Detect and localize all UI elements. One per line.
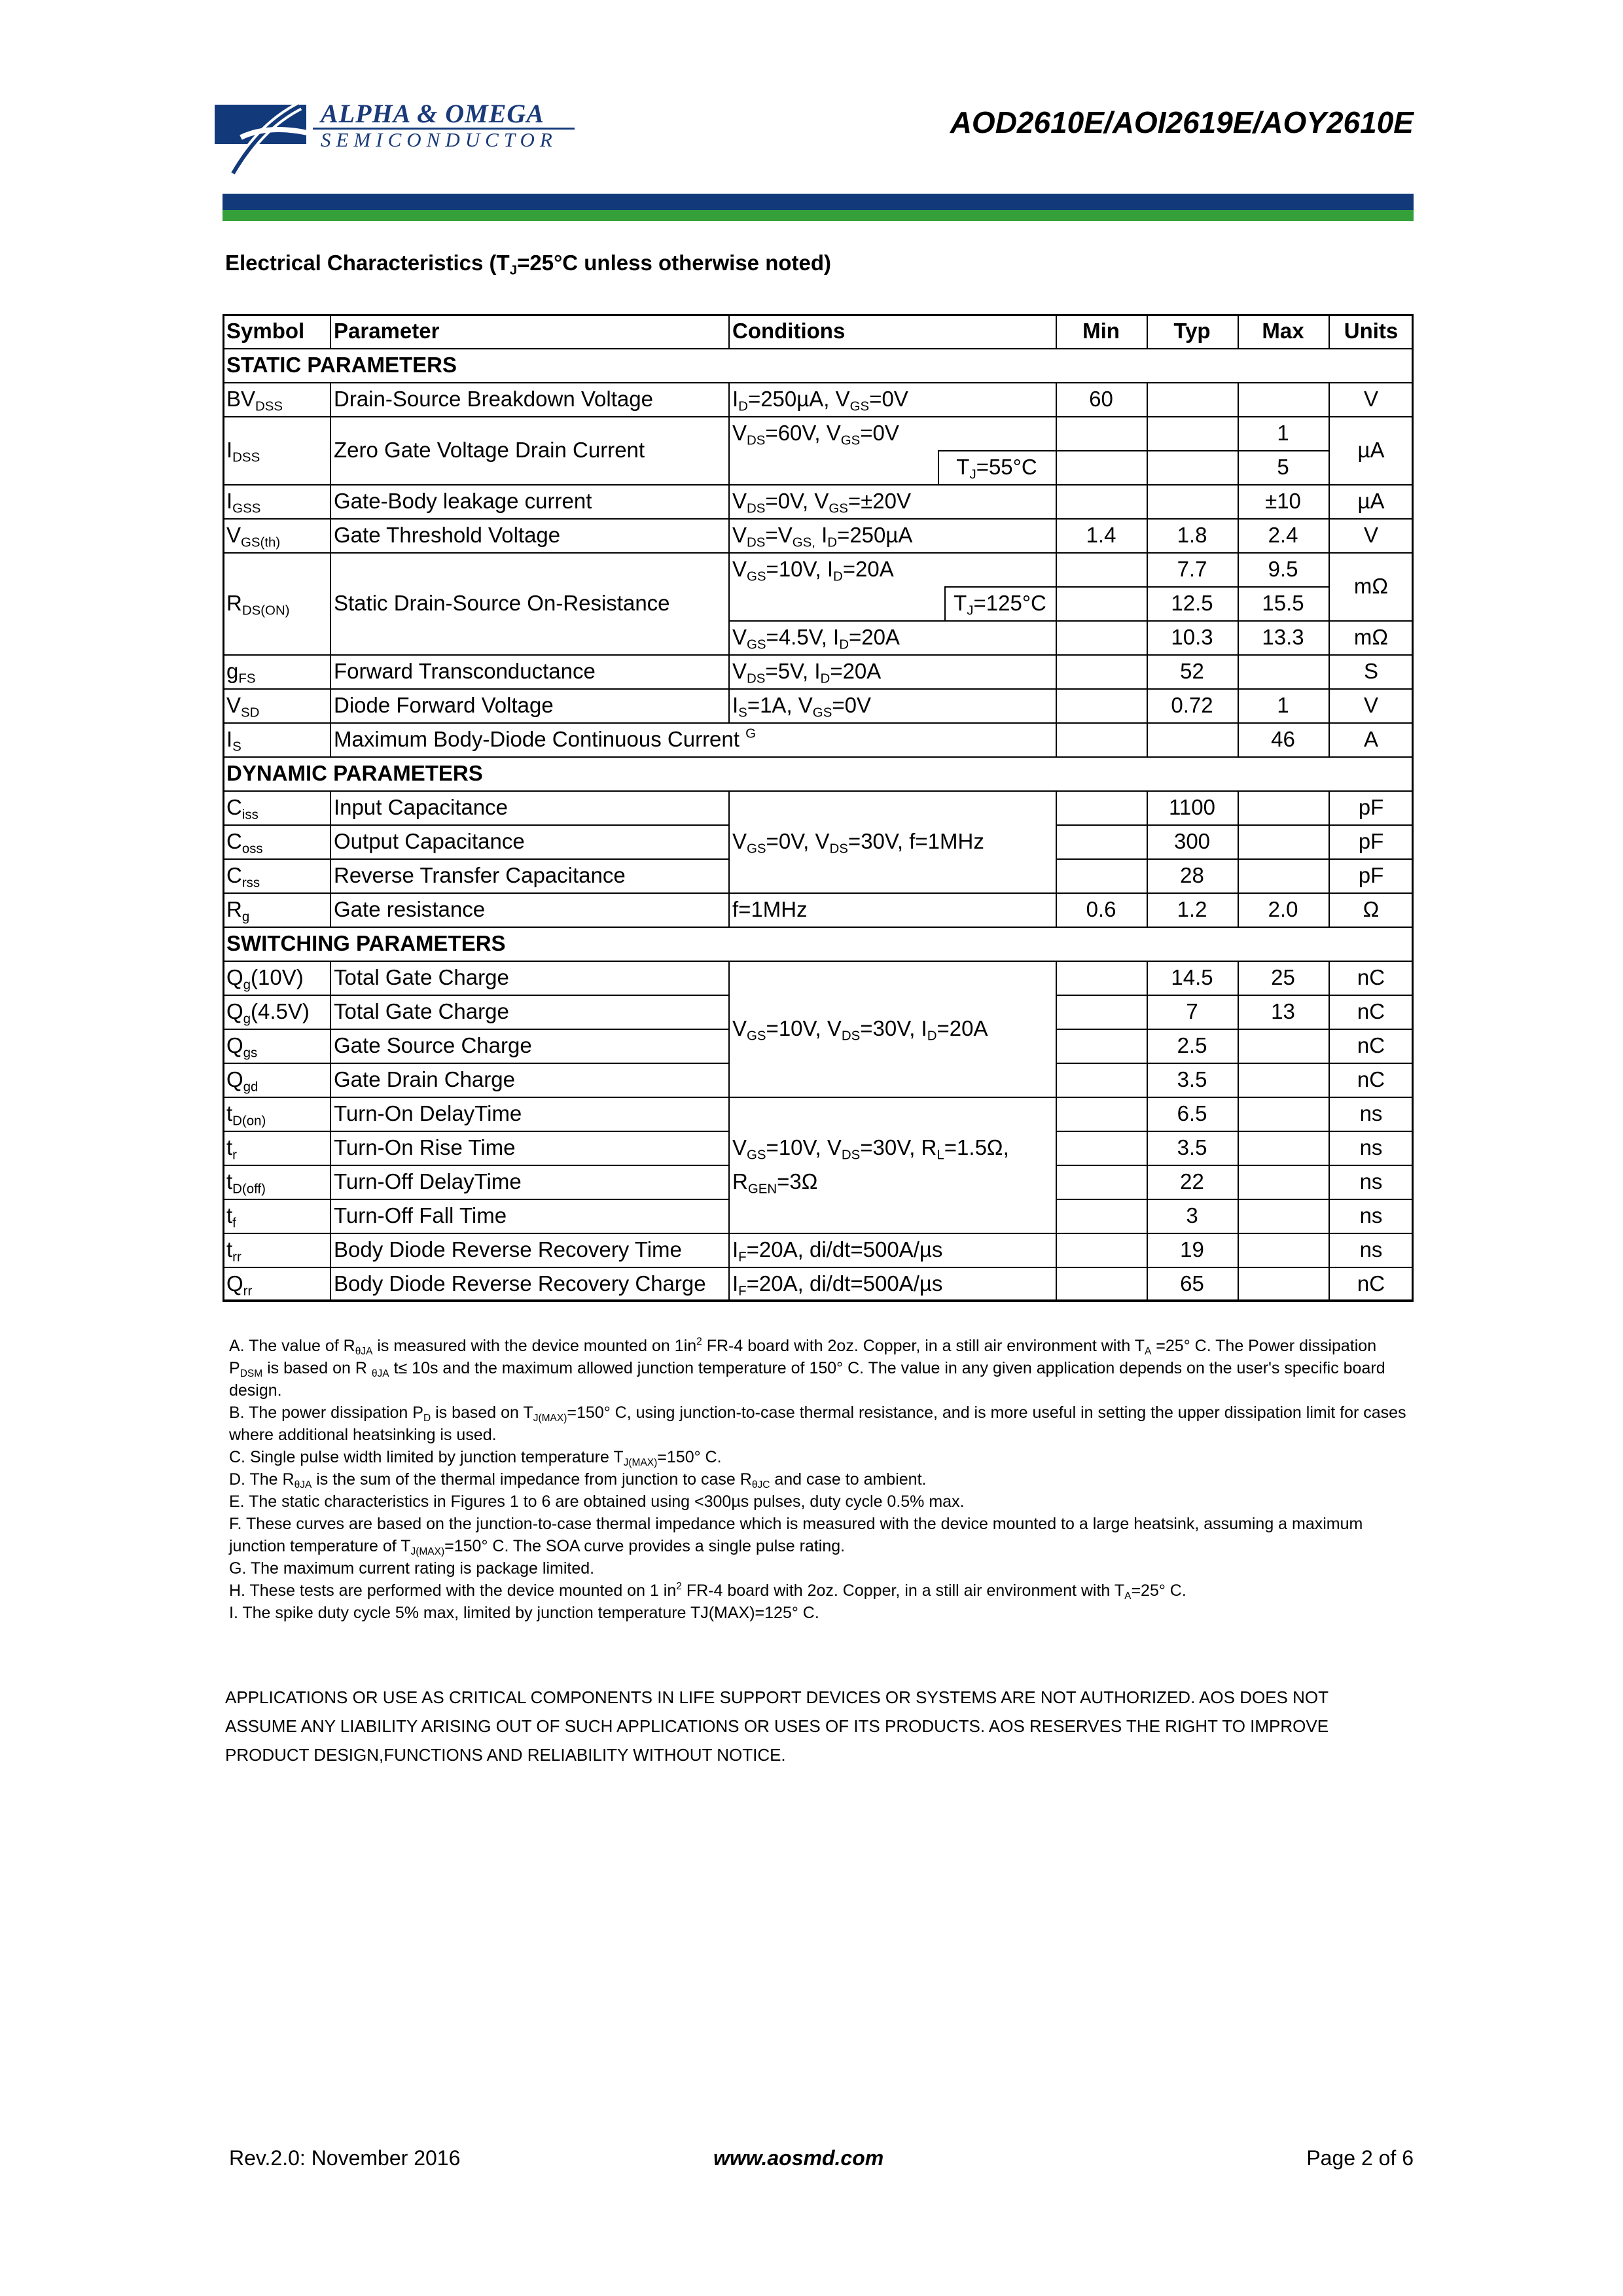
table-rule: [330, 1267, 331, 1301]
cell-max: 46: [1271, 727, 1295, 751]
table-rule: [330, 688, 331, 722]
cell-typ: 0.72: [1171, 693, 1213, 717]
header-symbol: Symbol: [226, 319, 305, 343]
cell-parameter: Gate resistance: [334, 897, 486, 921]
cell-typ: 1.8: [1177, 523, 1207, 547]
cell-typ: 12.5: [1171, 591, 1213, 615]
table-rule: [1238, 688, 1239, 722]
table-rule: [223, 1301, 1414, 1302]
table-rule: [1238, 314, 1239, 348]
table-rule: [1329, 314, 1330, 348]
cell-max: 13.3: [1262, 625, 1304, 649]
cell-typ: 3: [1186, 1203, 1198, 1227]
cell-conditions: $V_{GS}=10V$, $V_{DS}=30V$, $I_D=20A$: [732, 1016, 988, 1044]
table-rule: [1329, 484, 1330, 518]
cell-symbol: $I_{DSS}$: [226, 438, 260, 465]
cell-conditions: $V_{GS}=4.5V$, $I_D=20A$: [732, 625, 900, 652]
table-rule: [330, 1233, 331, 1267]
electrical-characteristics-table: [223, 314, 1414, 1303]
table-rule: [223, 484, 1414, 486]
table-rule: [728, 1267, 730, 1301]
table-rule: [1329, 552, 1330, 654]
cell-typ: 65: [1180, 1271, 1204, 1296]
cell-symbol: $t_r$: [226, 1135, 237, 1163]
header-bar-green: [223, 210, 1414, 221]
cell-min: 0.6: [1086, 897, 1116, 921]
table-rule: [223, 858, 728, 860]
table-rule: [223, 382, 1414, 383]
cell-symbol: $Q_g(10V)$: [226, 965, 304, 993]
table-rule: [1238, 961, 1239, 1097]
cell-units: mΩ: [1353, 574, 1389, 598]
cell-typ: 10.3: [1171, 625, 1213, 649]
table-rule: [728, 518, 730, 552]
table-rule: [223, 1063, 728, 1064]
table-rule: [728, 620, 1414, 622]
table-rule: [1056, 790, 1057, 892]
cell-typ: 1.2: [1177, 897, 1207, 921]
cell-max: 5: [1277, 455, 1289, 479]
table-rule: [1238, 1267, 1239, 1301]
cell-symbol: $C_{iss}$: [226, 795, 259, 822]
table-rule: [223, 1165, 728, 1166]
cell-units: nC: [1357, 1067, 1385, 1091]
cell-conditions: $V_{GS}=10V$, $V_{DS}=30V$, $R_L=1.5\Omega$,: [732, 1135, 1009, 1163]
table-rule: [330, 892, 331, 927]
table-rule: [330, 1097, 331, 1233]
cell-typ: 3.5: [1177, 1067, 1207, 1091]
table-rule: [1056, 314, 1057, 348]
table-rule: [223, 961, 1414, 962]
cell-units: nC: [1357, 1033, 1385, 1057]
table-rule: [1147, 552, 1148, 654]
table-rule: [1238, 1097, 1239, 1233]
table-rule: [330, 961, 331, 1097]
table-rule: [1056, 722, 1057, 756]
cell-typ: 22: [1180, 1169, 1204, 1193]
cell-typ: 1100: [1169, 795, 1215, 819]
cell-symbol: $R_{DS(ON)}$: [226, 591, 290, 618]
cell-units: ns: [1359, 1203, 1383, 1227]
cell-units: V: [1363, 693, 1378, 717]
table-rule: [223, 824, 728, 826]
part-numbers: AOD2610E/AOI2619E/AOY2610E: [950, 105, 1414, 139]
cell-conditions: $V_{GS}=10V$, $I_D=20A$: [732, 557, 894, 584]
cell-units: nC: [1357, 1271, 1385, 1296]
cell-max: 1: [1277, 693, 1289, 717]
cell-typ: 2.5: [1177, 1033, 1207, 1057]
table-rule: [223, 314, 1414, 316]
table-rule: [330, 382, 331, 416]
table-rule: [1056, 382, 1057, 416]
cell-parameter: Drain-Source Breakdown Voltage: [334, 387, 653, 411]
cell-units: µA: [1357, 438, 1385, 462]
cell-units: ns: [1359, 1135, 1383, 1159]
table-rule: [1238, 484, 1239, 518]
cell-typ: 52: [1180, 659, 1204, 683]
cell-conditions: $V_{GS}=0V$, $V_{DS}=30V$, f=1MHz: [732, 829, 984, 857]
cell-max: 25: [1271, 965, 1295, 989]
table-rule: [330, 722, 331, 756]
table-rule: [223, 1233, 1414, 1234]
cell-parameter: Diode Forward Voltage: [334, 693, 554, 717]
table-rule: [1056, 995, 1414, 996]
cell-conditions: $R_{GEN}=3\Omega$: [732, 1169, 818, 1197]
footnote: F. These curves are based on the junction-to-case thermal impedance which is measured with the device mounted to a large heatsink, assuming a maximum junction temperature of $T_{J(MAX)}=150^\circ$ C. The SOA curve provides a single pulse rating.: [229, 1515, 1363, 1557]
cell-units: ns: [1359, 1237, 1383, 1262]
table-rule: [223, 518, 1414, 520]
cell-parameter: Reverse Transfer Capacitance: [334, 863, 626, 887]
table-rule: [1329, 416, 1330, 484]
cell-typ: 14.5: [1171, 965, 1213, 989]
cell-symbol: $V_{SD}$: [226, 693, 260, 720]
cell-symbol: $t_f$: [226, 1203, 236, 1231]
table-rule: [1329, 790, 1330, 892]
table-rule: [1238, 654, 1239, 688]
cell-conditions: $I_S=1A$, $V_{GS}=0V$: [732, 693, 871, 720]
cell-max: 2.0: [1268, 897, 1298, 921]
cell-max: ±10: [1265, 489, 1301, 513]
cell-symbol: $Q_{gd}$: [226, 1067, 259, 1095]
table-rule: [223, 1199, 728, 1200]
header-max: Max: [1262, 319, 1304, 343]
table-rule: [1329, 654, 1330, 688]
table-rule: [1056, 1165, 1414, 1166]
table-rule: [223, 1131, 728, 1132]
cell-parameter: Turn-Off DelayTime: [334, 1169, 522, 1193]
cell-units: Ω: [1363, 897, 1380, 921]
cell-conditions: $V_{DS}=60V$, $V_{GS}=0V$: [732, 421, 899, 448]
table-rule: [1238, 790, 1239, 892]
table-rule: [944, 586, 1329, 588]
brand-name: ALPHA & OMEGA: [321, 99, 544, 128]
cell-symbol: $I_S$: [226, 727, 241, 754]
cell-units: pF: [1358, 829, 1384, 853]
table-rule: [1329, 1097, 1330, 1233]
table-rule: [1056, 1199, 1414, 1200]
table-rule: [728, 688, 730, 722]
cell-symbol: $BV_{DSS}$: [226, 387, 283, 414]
cell-max: 13: [1271, 999, 1295, 1023]
cell-typ: 7: [1186, 999, 1198, 1023]
group-switching: SWITCHING PARAMETERS: [226, 931, 506, 955]
cell-units: pF: [1358, 795, 1384, 819]
table-rule: [1056, 824, 1414, 826]
table-rule: [1147, 688, 1148, 722]
table-rule: [728, 484, 730, 518]
table-rule: [1329, 722, 1330, 756]
footnote: D. The $R_{\theta JA}$ is the sum of the thermal impedance from junction to case $R_{\theta JC}$ and case to ambient.: [229, 1470, 927, 1491]
cell-symbol: $I_{GSS}$: [226, 489, 261, 516]
cell-conditions: $V_{DS}=V_{GS,}$ $I_D=250\mu A$: [732, 523, 913, 550]
cell-typ: 28: [1180, 863, 1204, 887]
cell-conditions: $V_{DS}=5V$, $I_D=20A$: [732, 659, 882, 686]
cell-units: ns: [1359, 1101, 1383, 1125]
table-rule: [1056, 961, 1057, 1097]
brand-subtitle: SEMICONDUCTOR: [321, 128, 558, 151]
cell-parameter: Gate-Body leakage current: [334, 489, 592, 513]
table-rule: [1056, 552, 1057, 654]
cell-parameter: Turn-On Rise Time: [334, 1135, 516, 1159]
cell-typ: 19: [1180, 1237, 1204, 1262]
header-bar-blue: [223, 194, 1414, 210]
cell-units: ns: [1359, 1169, 1383, 1193]
cell-max: 9.5: [1268, 557, 1298, 581]
table-rule: [728, 1097, 730, 1233]
cell-units: µA: [1357, 489, 1385, 513]
table-rule: [330, 654, 331, 688]
table-rule: [223, 1029, 728, 1030]
header-conditions: Conditions: [732, 319, 846, 343]
table-rule: [1147, 1097, 1148, 1233]
table-rule: [1329, 688, 1330, 722]
cell-parameter: Maximum Body-Diode Continuous Current $^G$: [334, 726, 757, 751]
cell-symbol: $Q_g(4.5V)$: [226, 999, 310, 1027]
table-rule: [223, 892, 1414, 894]
table-rule: [938, 450, 939, 484]
cell-min: 1.4: [1086, 523, 1116, 547]
table-rule: [223, 1267, 1414, 1268]
table-rule: [1238, 382, 1239, 416]
table-rule: [1056, 1029, 1414, 1030]
cell-symbol: $C_{oss}$: [226, 829, 263, 857]
cell-units: V: [1363, 387, 1378, 411]
cell-symbol: $Q_{gs}$: [226, 1033, 258, 1061]
table-rule: [1056, 858, 1414, 860]
table-rule: [944, 586, 946, 620]
table-rule: [1147, 484, 1148, 518]
table-rule: [728, 314, 730, 348]
cell-parameter: Body Diode Reverse Recovery Time: [334, 1237, 682, 1262]
table-rule: [728, 961, 730, 1097]
table-rule: [1147, 892, 1148, 927]
cell-parameter: Gate Threshold Voltage: [334, 523, 561, 547]
cell-parameter: Total Gate Charge: [334, 965, 509, 989]
table-rule: [1329, 1267, 1330, 1301]
cell-parameter: Forward Transconductance: [334, 659, 596, 683]
cell-parameter: Zero Gate Voltage Drain Current: [334, 438, 645, 462]
table-rule: [1329, 518, 1330, 552]
cell-parameter: Turn-Off Fall Time: [334, 1203, 507, 1227]
table-rule: [223, 722, 1414, 724]
footnote: H. These tests are performed with the device mounted on 1 $in^2$ FR-4 board with 2oz. Copper, in a still air environment with $T_A=25^\circ$ C.: [229, 1580, 1186, 1602]
table-rule: [223, 1097, 1414, 1098]
cell-parameter: Gate Drain Charge: [334, 1067, 515, 1091]
group-dynamic: DYNAMIC PARAMETERS: [226, 761, 483, 785]
cell-typ: 300: [1173, 829, 1211, 853]
table-rule: [1238, 518, 1239, 552]
footnote: I. The spike duty cycle 5% max, limited by junction temperature TJ(MAX)=125° C.: [229, 1604, 819, 1622]
table-rule: [1329, 892, 1330, 927]
footnote: G. The maximum current rating is package limited.: [229, 1559, 595, 1578]
cell-parameter: Body Diode Reverse Recovery Charge: [334, 1271, 706, 1296]
cell-parameter: Turn-On DelayTime: [334, 1101, 522, 1125]
cell-units: nC: [1357, 999, 1385, 1023]
table-rule: [1147, 722, 1148, 756]
cell-symbol: $C_{rss}$: [226, 863, 260, 891]
cell-typ: 3.5: [1177, 1135, 1207, 1159]
cell-conditions: $I_F=20A$, di/dt=500A/µs: [732, 1271, 943, 1299]
table-rule: [330, 416, 331, 484]
table-rule: [330, 552, 331, 654]
table-rule: [728, 892, 730, 927]
table-rule: [330, 790, 331, 892]
table-rule: [1147, 314, 1148, 348]
footnotes: [229, 1335, 1407, 1624]
table-rule: [1056, 1063, 1414, 1064]
footer-page-number: Page 2 of 6: [1306, 2146, 1414, 2170]
cell-conditions-temp: $T_J=125^\circ C$: [954, 591, 1046, 618]
cell-parameter: Output Capacitance: [334, 829, 525, 853]
table-rule: [223, 688, 1414, 690]
table-rule: [1147, 518, 1148, 552]
footnote: C. Single pulse width limited by junction temperature $T_{J(MAX)}=150^\circ$ C.: [229, 1448, 722, 1468]
cell-units: mΩ: [1353, 625, 1389, 649]
table-rule: [1056, 1131, 1414, 1132]
table-rule: [1329, 382, 1330, 416]
header-typ: Typ: [1173, 319, 1211, 343]
table-rule: [330, 518, 331, 552]
table-rule: [1147, 654, 1148, 688]
cell-symbol: $t_{D(on)}$: [226, 1101, 266, 1129]
cell-typ: 6.5: [1177, 1101, 1207, 1125]
cell-typ: 7.7: [1177, 557, 1207, 581]
table-rule: [223, 314, 224, 1301]
cell-max: 2.4: [1268, 523, 1298, 547]
header-min: Min: [1082, 319, 1120, 343]
table-rule: [1329, 961, 1330, 1097]
table-rule: [223, 756, 1414, 758]
cell-min: 60: [1089, 387, 1113, 411]
table-rule: [223, 790, 1414, 792]
footer-website[interactable]: www.aosmd.com: [713, 2146, 884, 2170]
table-rule: [1238, 1233, 1239, 1267]
cell-units: A: [1363, 727, 1378, 751]
header-parameter: Parameter: [334, 319, 440, 343]
cell-symbol: $Q_{rr}$: [226, 1271, 253, 1299]
cell-parameter: Input Capacitance: [334, 795, 508, 819]
cell-symbol: $g_{FS}$: [226, 659, 256, 686]
table-rule: [1056, 484, 1057, 518]
cell-symbol: $t_{rr}$: [226, 1237, 241, 1265]
cell-max: 15.5: [1262, 591, 1304, 615]
table-rule: [223, 416, 1414, 417]
table-rule: [1147, 961, 1148, 1097]
table-rule: [223, 995, 728, 996]
cell-conditions: $I_D=250\mu A$, $V_{GS}=0V$: [732, 387, 908, 414]
table-rule: [1147, 790, 1148, 892]
cell-parameter: Static Drain-Source On-Resistance: [334, 591, 670, 615]
table-rule: [1056, 892, 1057, 927]
table-rule: [1147, 1267, 1148, 1301]
table-rule: [728, 654, 730, 688]
cell-units: S: [1363, 659, 1378, 683]
table-rule: [1056, 1267, 1057, 1301]
table-rule: [938, 450, 1329, 451]
table-rule: [1147, 382, 1148, 416]
table-rule: [1147, 1233, 1148, 1267]
table-rule: [223, 552, 1414, 554]
group-static: STATIC PARAMETERS: [226, 353, 457, 377]
table-rule: [223, 654, 1414, 656]
footnote: A. The value of $R_{\theta JA}$ is measured with the device mounted on $1in^2$ FR-4 board with 2oz. Copper, in a still air environment with $T_A =25^\circ$ C. The Power dissipation $P_{DSM}$ is based on R $_{\theta JA}$ t≤ 10s and the maximum allowed junction temperature of 150° C. The value in any given application depends on the user's specific board design.: [229, 1335, 1385, 1400]
table-rule: [1238, 416, 1239, 484]
table-rule: [1329, 1233, 1330, 1267]
table-rule: [1238, 552, 1239, 654]
cell-parameter: Total Gate Charge: [334, 999, 509, 1023]
table-rule: [1147, 416, 1148, 484]
table-rule: [1056, 654, 1057, 688]
table-rule: [1056, 416, 1057, 484]
cell-conditions: f=1MHz: [732, 897, 808, 921]
cell-units: pF: [1358, 863, 1384, 887]
table-rule: [330, 484, 331, 518]
table-rule: [223, 927, 1414, 928]
table-rule: [1056, 518, 1057, 552]
footnote: E. The static characteristics in Figures 1 to 6 are obtained using <300µs pulses, duty cycle 0.5% max.: [229, 1492, 965, 1511]
cell-symbol: $V_{GS(th)}$: [226, 523, 281, 550]
table-rule: [728, 1233, 730, 1267]
cell-symbol: $t_{D(off)}$: [226, 1169, 266, 1197]
table-rule: [1056, 1097, 1057, 1233]
header-units: Units: [1344, 319, 1399, 343]
table-rule: [728, 416, 730, 484]
table-rule: [1056, 1233, 1057, 1267]
table-rule: [1238, 722, 1239, 756]
footnote: B. The power dissipation $P_D$ is based on $T_{J(MAX)}=150^\circ$ C, using junction-to-case thermal resistance, and is more useful in setting the upper dissipation limit for cases where additional heatsinking is used.: [229, 1404, 1406, 1444]
cell-parameter: Gate Source Charge: [334, 1033, 532, 1057]
table-rule: [1238, 892, 1239, 927]
disclaimer: APPLICATIONS OR USE AS CRITICAL COMPONENTS IN LIFE SUPPORT DEVICES OR SYSTEMS ARE NOT AUTHORIZED. AOS DOES NOT ASSUME ANY LIABILITY ARISING OUT OF SUCH APPLICATIONS OR USES OF ITS PRODUCTS. AOS RESERVES THE RIGHT TO IMPROVE PRODUCT DESIGN,FUNCTIONS AND RELIABILITY WITHOUT NOTICE.: [225, 1687, 1329, 1765]
cell-symbol: $R_g$: [226, 897, 250, 925]
table-rule: [223, 348, 1414, 349]
section-title: Electrical Characteristics ($T_J=25^\circ C$ unless otherwise noted): [225, 251, 831, 278]
table-rule: [728, 552, 730, 654]
cell-conditions: $I_F=20A$, di/dt=500A/µs: [732, 1237, 943, 1265]
cell-units: nC: [1357, 965, 1385, 989]
footer-revision: Rev.2.0: November 2016: [229, 2146, 461, 2170]
cell-units: V: [1363, 523, 1378, 547]
cell-conditions: $V_{DS}=0V$, $V_{GS}=\pm 20V$: [732, 489, 912, 516]
table-rule: [1056, 688, 1057, 722]
table-rule: [728, 790, 730, 892]
cell-conditions-temp: $T_J=55^\circ C$: [956, 455, 1037, 482]
cell-max: 1: [1277, 421, 1289, 445]
table-rule: [330, 314, 331, 348]
table-rule: [728, 382, 730, 416]
